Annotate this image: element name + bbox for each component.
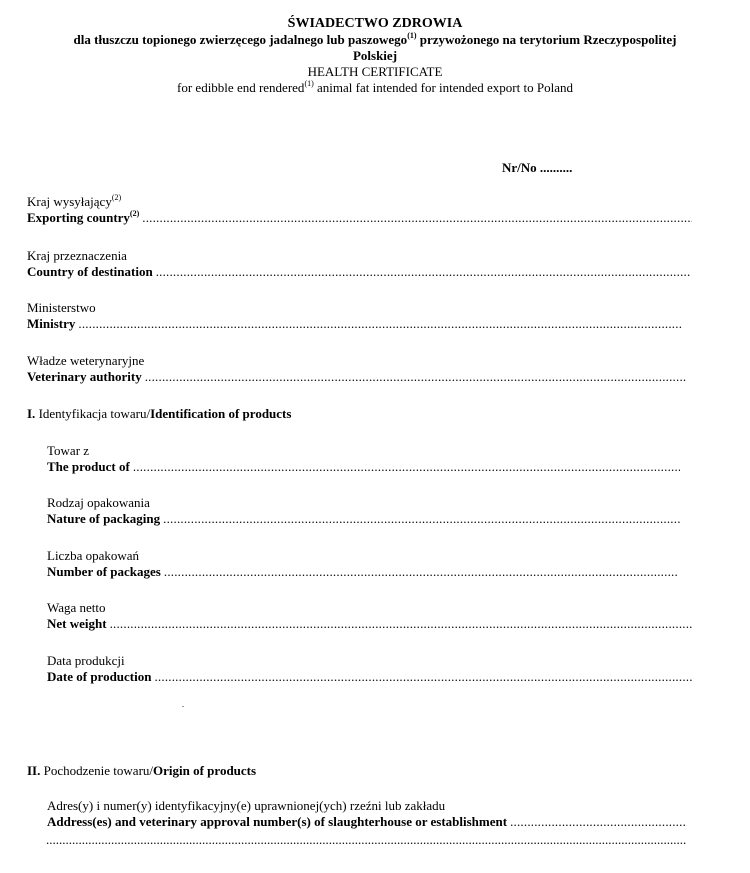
field-row — [47, 669, 692, 685]
title-pl: ŚWIADECTWO ZDROWIA — [287, 16, 463, 31]
field-label-pl: Rodzaj opakowania — [47, 495, 150, 510]
field-net-weight — [47, 600, 692, 632]
field-row — [27, 210, 692, 226]
field-row — [27, 369, 687, 385]
certificate-number-value[interactable]: .......... — [536, 160, 573, 175]
field-row — [47, 616, 692, 632]
field-exporting-country — [27, 194, 692, 226]
footnote-ref: (1) — [407, 30, 417, 40]
label-text: Exporting country — [27, 210, 130, 225]
field-nature-of-packaging — [47, 495, 680, 527]
field-country-of-destination — [27, 248, 690, 280]
section-title-pl: Pochodzenie towaru/ — [40, 763, 154, 778]
subtitle-en-text: for edibble end rendered — [177, 80, 305, 95]
label-text: Kraj wysyłający — [27, 194, 112, 209]
field-label-pl — [27, 194, 692, 210]
title-en: HEALTH CERTIFICATE — [307, 64, 443, 79]
fill-in-line[interactable] — [164, 564, 677, 580]
field-label-pl: Ministerstwo — [27, 300, 96, 315]
field-veterinary-authority — [27, 353, 687, 385]
certificate-number-label: Nr/No — [502, 160, 537, 175]
section-number: I. — [27, 406, 36, 421]
field-label-en: Address(es) and veterinary approval number(s) of slaughterhouse or establishment — [47, 814, 508, 829]
fill-in-line[interactable] — [510, 814, 687, 830]
field-label-pl: Towar z — [47, 443, 90, 458]
field-number-of-packages — [47, 548, 677, 580]
field-label-pl: Adres(y) i numer(y) identyfikacyjny(e) uprawnionej(ych) rzeźni lub zakładu — [47, 798, 446, 813]
field-ministry — [27, 300, 683, 332]
certificate-number — [502, 160, 572, 176]
fill-in-line[interactable] — [156, 264, 690, 280]
fill-in-line[interactable] — [163, 511, 680, 527]
field-label-en: Nature of packaging — [47, 511, 161, 526]
field-label-pl: Kraj przeznaczenia — [27, 248, 127, 263]
subtitle-pl-line2: Polskiej — [352, 48, 398, 63]
fill-in-line[interactable] — [145, 369, 687, 385]
fill-in-line[interactable] — [110, 616, 692, 632]
field-label-en: Country of destination — [27, 264, 153, 279]
field-label-en: Date of production — [47, 669, 152, 684]
field-date-of-production — [47, 653, 692, 685]
footnote-ref: (2) — [111, 192, 122, 202]
section-2-heading — [27, 763, 256, 779]
section-1-heading — [27, 406, 291, 422]
field-row — [27, 264, 690, 280]
field-label-en: Net weight — [47, 616, 107, 631]
subtitle-pl — [0, 32, 750, 48]
section-title-pl: Identyfikacja towaru/ — [35, 406, 151, 421]
field-row — [47, 511, 680, 527]
section-title-en: Origin of products — [153, 763, 257, 778]
section-number: II. — [27, 763, 41, 778]
field-label-en — [27, 210, 139, 226]
subtitle-pl-text-2: przywożonego na terytorium Rzeczypospolitej — [416, 32, 677, 47]
fill-in-line[interactable] — [154, 669, 692, 685]
field-label-pl: Data produkcji — [47, 653, 125, 668]
field-label-pl: Liczba opakowań — [47, 548, 140, 563]
field-address-approval — [47, 798, 687, 830]
field-label-en: Veterinary authority — [27, 369, 142, 384]
fill-in-line[interactable] — [133, 459, 680, 475]
footnote-ref: (2) — [129, 208, 140, 218]
scan-speck — [182, 706, 184, 707]
document-header — [0, 16, 750, 96]
subtitle-en-text-2: animal fat intended for intended export to Poland — [313, 80, 573, 95]
fill-in-line[interactable] — [142, 210, 692, 226]
field-label-pl: Władze weterynaryjne — [27, 353, 145, 368]
field-label-en: Ministry — [27, 316, 76, 331]
field-label-en: The product of — [47, 459, 130, 474]
subtitle-pl-text: dla tłuszczu topionego zwierzęcego jadalnego lub paszowego — [73, 32, 408, 47]
footnote-ref: (1) — [304, 78, 314, 88]
field-row — [47, 459, 680, 475]
fill-in-line[interactable] — [78, 316, 683, 332]
fill-in-line-continuation[interactable] — [46, 832, 686, 848]
field-label-pl: Waga netto — [47, 600, 106, 615]
field-row — [47, 564, 677, 580]
field-product-of — [47, 443, 680, 475]
field-label-en: Number of packages — [47, 564, 161, 579]
section-title-en: Identification of products — [150, 406, 292, 421]
subtitle-en — [0, 80, 750, 96]
field-row — [47, 814, 687, 830]
field-row — [27, 316, 683, 332]
